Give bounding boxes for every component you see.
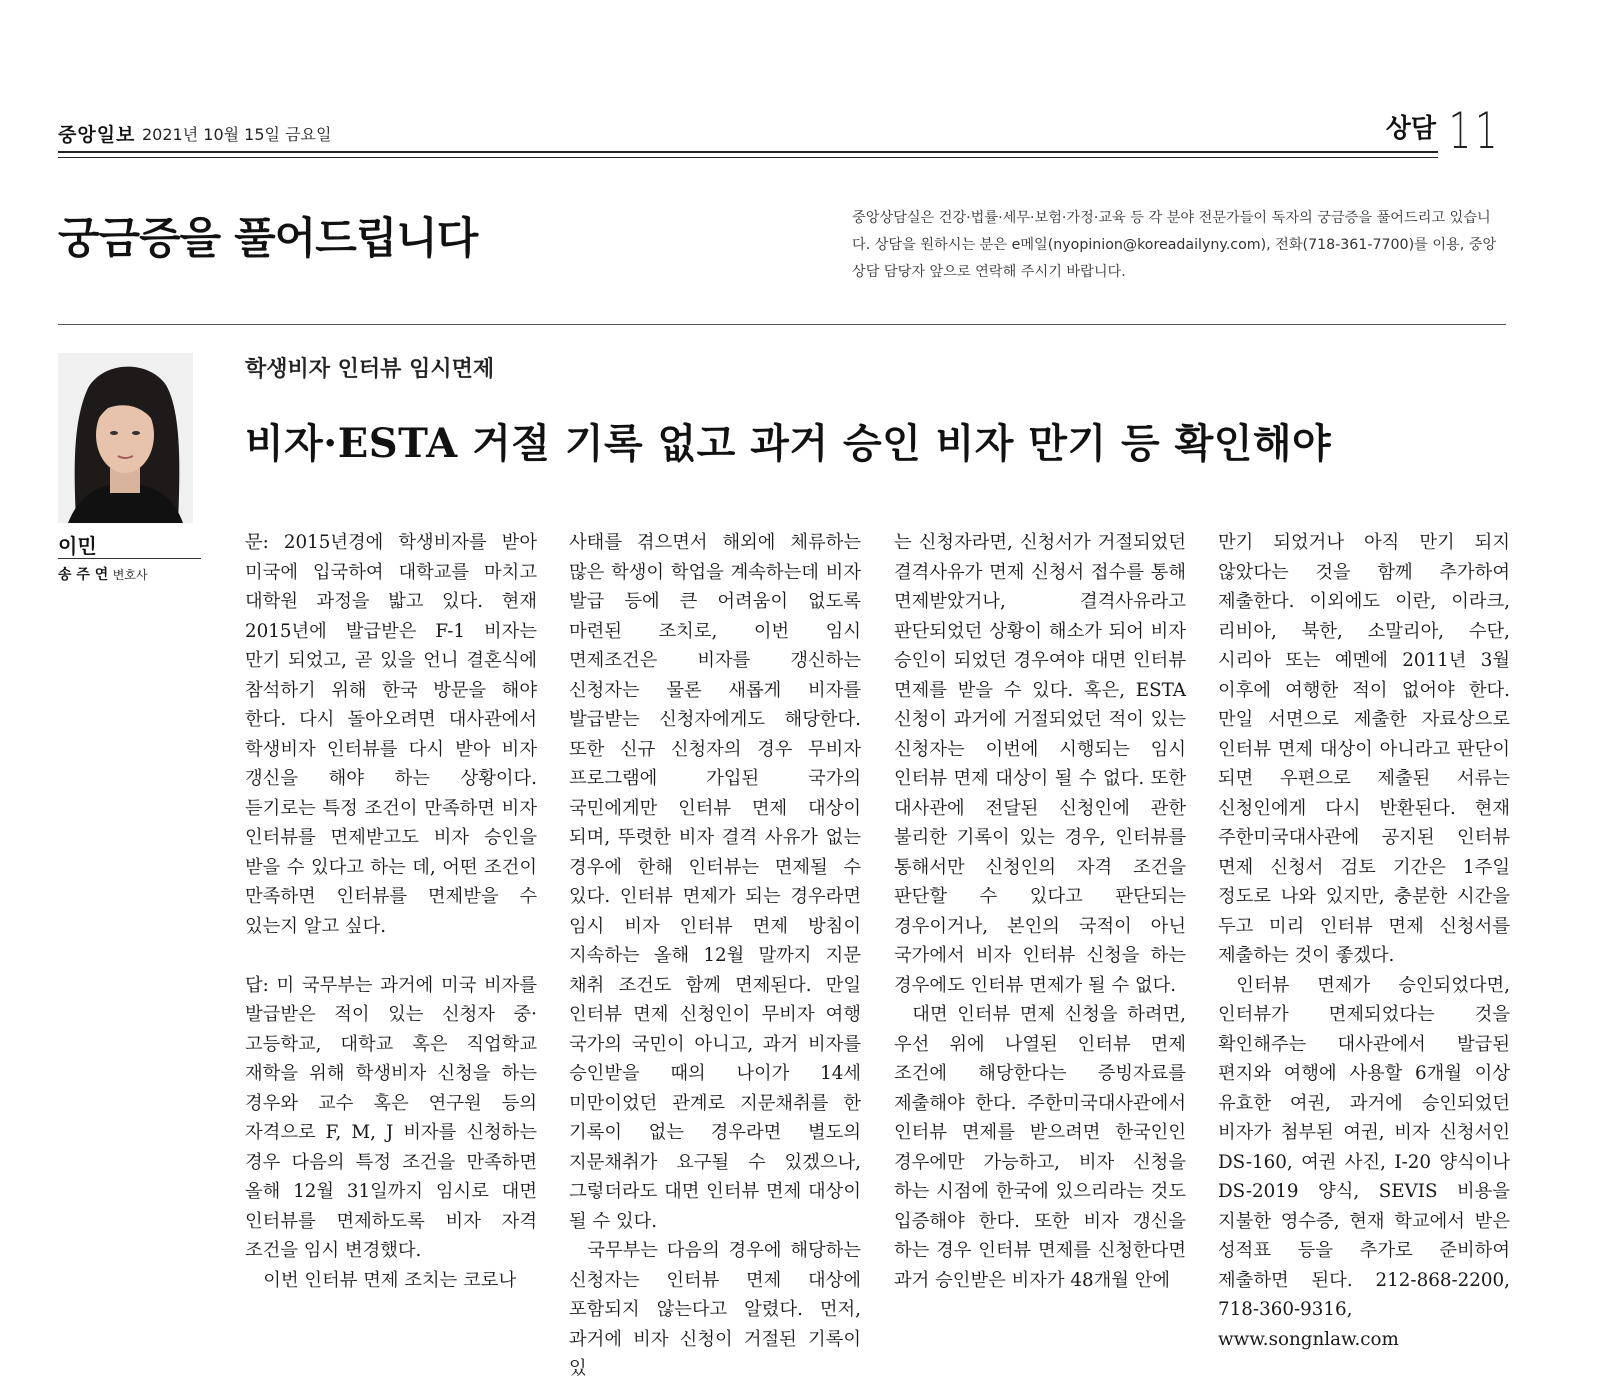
author-rule xyxy=(58,558,201,559)
body-paragraph: 국무부는 다음의 경우에 해당하는 신청자는 인터뷰 면제 대상에 포함되지 않는다고 알렸다. 먼저, 과거에 비자 신청이 거절된 기록이 있 xyxy=(569,1240,861,1379)
article-headline: 비자·ESTA 거절 기록 없고 과거 승인 비자 만기 등 확인해야 xyxy=(245,420,1332,467)
newspaper-brand: 중앙일보 xyxy=(58,124,136,146)
article-column-3 xyxy=(894,528,1186,1295)
article-column-1 xyxy=(245,528,537,1295)
article-column-4 xyxy=(1218,528,1510,1354)
portrait-image xyxy=(58,353,193,523)
article-kicker: 학생비자 인터뷰 임시면제 xyxy=(245,357,495,382)
answer-paragraph: 답: 미 국무부는 과거에 미국 비자를 발급받은 적이 있는 신청자 중·고등학교, 대학교 혹은 직업학교 재학을 위해 학생비자 신청을 하는 경우와 교수 혹은 연구원 등의 자격으로 F, M, J 비자를 신청하는 경우 다음의 특정 조건을 만족하면 올해 12월 31일까지 임시로 대면 인터뷰를 면제하도록 비자 자격 조건을 임시 변경했다. xyxy=(245,974,537,1261)
body-paragraph: 대면 인터뷰 면제 신청을 하려면, 우선 위에 나열된 인터뷰 면제 조건에 해당한다는 증빙자료를 제출해야 한다. 주한미국대사관에서 인터뷰 면제를 받으려면 한국인인 경우에만 가능하고, 비자 신청을 하는 시점에 한국에 있으리라는 것도 입증해야 한다. 또한 비자 갱신을 하는 경우 인터뷰 면제를 신청한다면 과거 승인받은 비자가 48개월 안에 xyxy=(894,1004,1186,1291)
article-column-2 xyxy=(569,528,861,1384)
intro-text: 중앙상담실은 건강·법률·세무·보험·가정·교육 등 각 분야 전문가들이 독자의 궁금증을 풀어드리고 있습니다. 상담을 원하시는 분은 e메일(nyopinion@koreadailyny.com), 전화(718-361-7700)를 이용, 중앙상담 담당자 앞으로 연락해 주시기 바랍니다. xyxy=(852,210,1497,280)
author-name: 송 주 연 xyxy=(58,567,109,583)
section-name: 상담 xyxy=(1385,114,1436,144)
body-paragraph: 는 신청자라면, 신청서가 거절되었던 결격사유가 면제 신청서 접수를 통해 면제받았거나, 결격사유라고 판단되었던 상황이 해소가 되어 비자 승인이 되었던 경우여야 대면 인터뷰 면제를 받을 수 있다. 혹은, ESTA 신청이 과거에 거절되었던 적이 있는 신청자는 이번에 시행되는 임시 인터뷰 면제 대상이 될 수 없다. 또한 대사관에 전달된 신청인에 관한 불리한 기록이 있는 경우, 인터뷰를 통해서만 신청인의 자격 조건을 판단할 수 있다고 판단되는 경우이거나, 본인의 국적이 아닌 국가에서 비자 인터뷰 신청을 하는 경우에도 인터뷰 면제가 될 수 없다. xyxy=(894,532,1186,996)
page-number: 11 xyxy=(1449,102,1502,160)
masthead xyxy=(58,102,1506,160)
author-credit xyxy=(58,564,148,584)
body-paragraph: 만기 되었거나 아직 만기 되지 않았다는 것을 함께 추가하여 제출한다. 이외에도 이란, 이라크, 리비아, 북한, 소말리아, 수단, 시리아 또는 예멘에 2011년 3월 이후에 여행한 적이 없어야 한다. 만일 서면으로 제출한 자료상으로 인터뷰 면제 대상이 아니라고 판단이 되면 우편으로 제출된 서류는 신청인에게 다시 반환된다. 현재 주한미국대사관에 공지된 인터뷰 면제 신청서 검토 기간은 1주일 정도로 나와 있지만, 충분한 시간을 두고 미리 인터뷰 면제 신청서를 제출하는 것이 좋겠다. xyxy=(1218,532,1510,966)
section-divider xyxy=(58,324,1506,325)
masthead-rule xyxy=(58,151,1438,158)
body-paragraph: 인터뷰 면제가 승인되었다면, 인터뷰가 면제되었다는 것을 확인해주는 대사관에서 발급된 편지와 여행에 사용할 6개월 이상 유효한 여권, 과거에 승인되었던 비자가 첨부된 여권, 비자 신청서인 DS-160, 여권 사진, I-20 양식이나 DS-2019 양식, SEVIS 비용을 지불한 영수증, 현재 학교에서 받은 성적표 등을 추가로 준비하여 제출하면 된다. 212-868-2200, 718-360-9316, www.songnlaw.com xyxy=(1218,974,1510,1350)
body-paragraph: 이번 인터뷰 면제 조치는 코로나 xyxy=(263,1269,517,1291)
column-intro xyxy=(852,205,1508,286)
column-title: 궁금증을 풀어드립니다 xyxy=(58,214,478,264)
author-portrait xyxy=(58,353,193,523)
author-label: 이민 xyxy=(58,534,97,558)
issue-date: 2021년 10월 15일 금요일 xyxy=(142,125,332,144)
author-title: 변호사 xyxy=(112,568,148,582)
body-paragraph: 사태를 겪으면서 해외에 체류하는 많은 학생이 학업을 계속하는데 비자 발급 등에 큰 어려움이 없도록 마련된 조치로, 이번 임시 면제조건은 비자를 갱신하는 신청자는 물론 새롭게 비자를 발급받는 신청자에게도 해당한다. 또한 신규 신청자의 경우 무비자 프로그램에 가입된 국가의 국민에게만 인터뷰 면제 대상이 되며, 뚜렷한 비자 결격 사유가 없는 경우에 한해 인터뷰는 면제될 수 있다. 인터뷰 면제가 되는 경우라면 임시 비자 인터뷰 면제 방침이 지속하는 올해 12월 말까지 지문 채취 조건도 함께 면제된다. 만일 인터뷰 면제 신청인이 무비자 여행 국가의 국민이 아니고, 과거 비자를 승인받을 때의 나이가 14세 미만이었던 관계로 지문채취를 한 기록이 없는 경우라면 별도의 지문채취가 요구될 수 있겠으나, 그렇더라도 대면 인터뷰 면제 대상이 될 수 있다. xyxy=(569,532,861,1232)
question-paragraph: 문: 2015년경에 학생비자를 받아 미국에 입국하여 대학교를 마치고 대학원 과정을 밟고 있다. 현재 2015년에 발급받은 F-1 비자는 만기 되었고, 곧 있을 언니 결혼식에 참석하기 위해 한국 방문을 해야 한다. 다시 돌아오려면 대사관에서 학생비자 인터뷰를 다시 받아 비자 갱신을 해야 하는 상황이다. 듣기로는 특정 조건이 만족하면 비자 인터뷰를 면제받고도 비자 승인을 받을 수 있다고 하는 데, 어떤 조건이 만족하면 인터뷰를 면제받을 수 있는지 알고 싶다. xyxy=(245,532,537,937)
